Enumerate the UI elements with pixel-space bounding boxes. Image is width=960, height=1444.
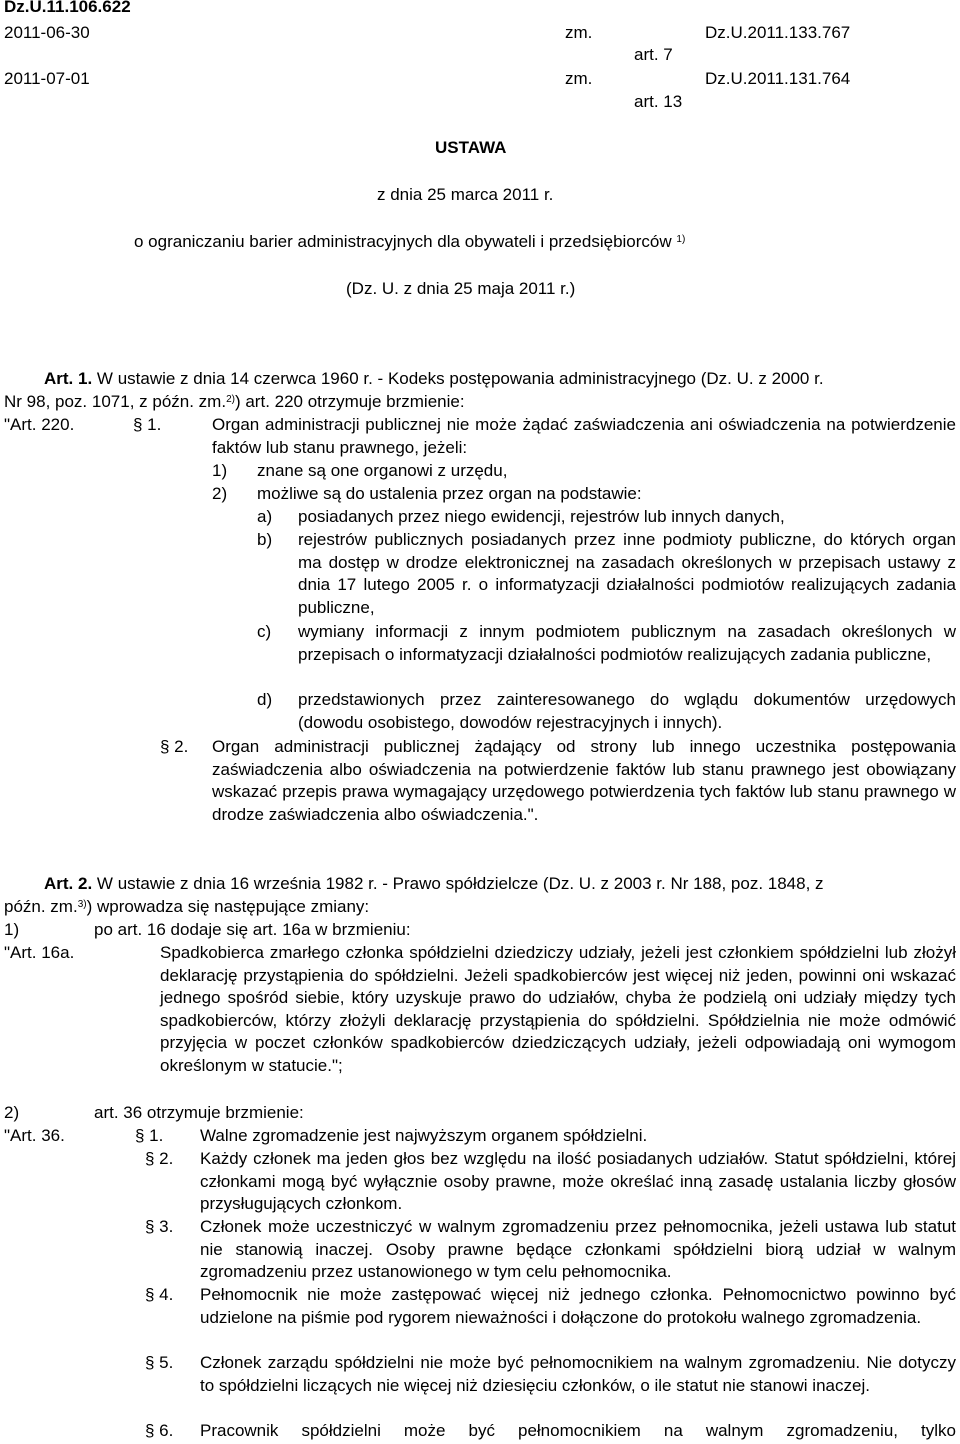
paragraph-number: § 1. bbox=[133, 415, 162, 434]
paragraph-text: Pełnomocnik nie może zastępować więcej niż jednego członka. Pełnomocnictwo powinno być udzielone na piśmie pod rygorem nieważności i dołączone do protokołu walnego zgromadzenia. bbox=[200, 1285, 956, 1327]
item-text: art. 36 otrzymuje brzmienie: bbox=[94, 1103, 304, 1122]
act-date: z dnia 25 marca 2011 r. bbox=[377, 185, 554, 204]
paragraph-text: Walne zgromadzenie jest najwyższym organem spółdzielni. bbox=[200, 1126, 648, 1145]
art2-intro-cont: późn. zm.$^{3)}$) wprowadza się następujące zmiany: bbox=[4, 897, 370, 916]
change-type: zm. bbox=[565, 23, 593, 42]
art220-label: "Art. 220. bbox=[4, 415, 75, 434]
point-text: możliwe są do ustalenia przez organ na podstawie: bbox=[257, 484, 642, 503]
paragraph-number: § 1. bbox=[135, 1126, 164, 1145]
change-type: zm. bbox=[565, 69, 593, 88]
change-date: 2011-07-01 bbox=[4, 69, 90, 88]
doc-id: Dz.U.11.106.622 bbox=[4, 0, 131, 16]
art2-intro: Art. 2. W ustawie z dnia 16 września 1982 r. - Prawo spółdzielcze (Dz. U. z 2003 r. Nr 188, poz. 1848, z bbox=[44, 874, 824, 893]
paragraph-number: § 5. bbox=[145, 1353, 174, 1372]
letter-number: c) bbox=[257, 622, 272, 641]
act-type-title: USTAWA bbox=[435, 138, 507, 157]
act-publication: (Dz. U. z dnia 25 maja 2011 r.) bbox=[346, 279, 576, 298]
letter-number: d) bbox=[257, 690, 273, 709]
art16a-label: "Art. 16a. bbox=[4, 943, 75, 962]
letter-text: posiadanych przez niego ewidencji, rejestrów lub innych danych, bbox=[298, 507, 785, 526]
act-subject: o ograniczaniu barier administracyjnych dla obywateli i przedsiębiorców $^{1)}$ bbox=[134, 232, 686, 251]
letter-number: a) bbox=[257, 507, 273, 526]
item-text: po art. 16 dodaje się art. 16a w brzmieniu: bbox=[94, 920, 411, 939]
letter-text: przedstawionych przez zainteresowanego do wglądu dokumentów urzędowych (dowodu osobistego, dowodów rejestracyjnych i innych). bbox=[298, 690, 956, 732]
paragraph-number: § 2. bbox=[160, 737, 189, 756]
item-number: 2) bbox=[4, 1103, 20, 1122]
change-source: Dz.U.2011.131.764 bbox=[705, 69, 851, 88]
art36-label: "Art. 36. bbox=[4, 1126, 65, 1145]
paragraph-text: Organ administracji publicznej żądający od strony lub innego uczestnika postępowania zaświadczenia albo oświadczenia na potwierdzenie faktów lub stanu prawnego jest obowiązany wskazać przepis prawa wymagający urzędowego potwierdzenia tych faktów lub stanu prawnego w drodze zaświadczenia albo oświadczenia.". bbox=[212, 737, 956, 824]
paragraph-number: § 4. bbox=[145, 1285, 174, 1304]
letter-number: b) bbox=[257, 530, 273, 549]
art1-intro-cont: Nr 98, poz. 1071, z późn. zm.$^{2)}$) art. 220 otrzymuje brzmienie: bbox=[4, 392, 465, 411]
point-text: znane są one organowi z urzędu, bbox=[257, 461, 508, 480]
point-number: 2) bbox=[212, 484, 228, 503]
change-date: 2011-06-30 bbox=[4, 23, 90, 42]
change-article: art. 13 bbox=[634, 92, 683, 111]
paragraph-number: § 6. bbox=[145, 1421, 174, 1440]
letter-text: wymiany informacji z innym podmiotem publicznym na zasadach określonych w przepisach o informatyzacji działalności podmiotów realizujących zadania publiczne, bbox=[298, 622, 956, 664]
item-number: 1) bbox=[4, 920, 20, 939]
point-number: 1) bbox=[212, 461, 228, 480]
art1-intro: Art. 1. W ustawie z dnia 14 czerwca 1960 r. - Kodeks postępowania administracyjnego (Dz. U. z 2000 r. bbox=[44, 369, 824, 388]
paragraph-number: § 2. bbox=[145, 1149, 174, 1168]
paragraph-number: § 3. bbox=[145, 1217, 174, 1236]
paragraph-text: Organ administracji publicznej nie może żądać zaświadczenia ani oświadczenia na potwierdzenie faktów lub stanu prawnego, jeżeli: bbox=[212, 415, 956, 457]
paragraph-text: Pracownik spółdzielni może być pełnomocnikiem na walnym zgromadzeniu, tylko bbox=[200, 1421, 956, 1440]
art16a-text: Spadkobierca zmarłego członka spółdzielni dziedziczy udziały, jeżeli jest członkiem spółdzielni lub złożył deklarację przystąpienia do spółdzielni. Jeżeli spadkobierców jest więcej niż jeden, powinni oni wskazać jednego spośród siebie, który uzyskuje prawo do udziałów, chyba że podzielą oni udziały między tych spadkobierców, którzy złożyli deklarację przystąpienia do spółdzielni. Spółdzielnia nie może odmówić przyjęcia w poczet członków spadkobierców dziedziczących udziały, jeżeli odpowiadają oni wymogom określonym w statucie."; bbox=[160, 943, 956, 1075]
change-article: art. 7 bbox=[634, 45, 673, 64]
paragraph-text: Członek może uczestniczyć w walnym zgromadzeniu przez pełnomocnika, jeżeli ustawa lub statut nie stanowią inaczej. Osoby prawne będące członkami spółdzielni biorą udział w walnym zgromadzeniu przez ustanowionego w tym celu pełnomocnika. bbox=[200, 1217, 956, 1282]
paragraph-text: Członek zarządu spółdzielni nie może być pełnomocnikiem na walnym zgromadzeniu. Nie dotyczy to spółdzielni liczących nie więcej niż dziesięciu członków, o ile statut nie stanowi inaczej. bbox=[200, 1353, 956, 1395]
letter-text: rejestrów publicznych posiadanych przez inne podmioty publiczne, do których organ ma dostęp w drodze elektronicznej na zasadach określonych w przepisach ustawy z dnia 17 lutego 2005 r. o informatyzacji działalności podmiotów realizujących zadania publiczne, bbox=[298, 530, 956, 617]
paragraph-text: Każdy członek ma jeden głos bez względu na ilość posiadanych udziałów. Statut spółdzielni, której członkami mogą być wyłącznie osoby prawne, może określać inną zasadę ustalania liczby głosów przysługujących członkom. bbox=[200, 1149, 956, 1214]
change-source: Dz.U.2011.133.767 bbox=[705, 23, 851, 42]
